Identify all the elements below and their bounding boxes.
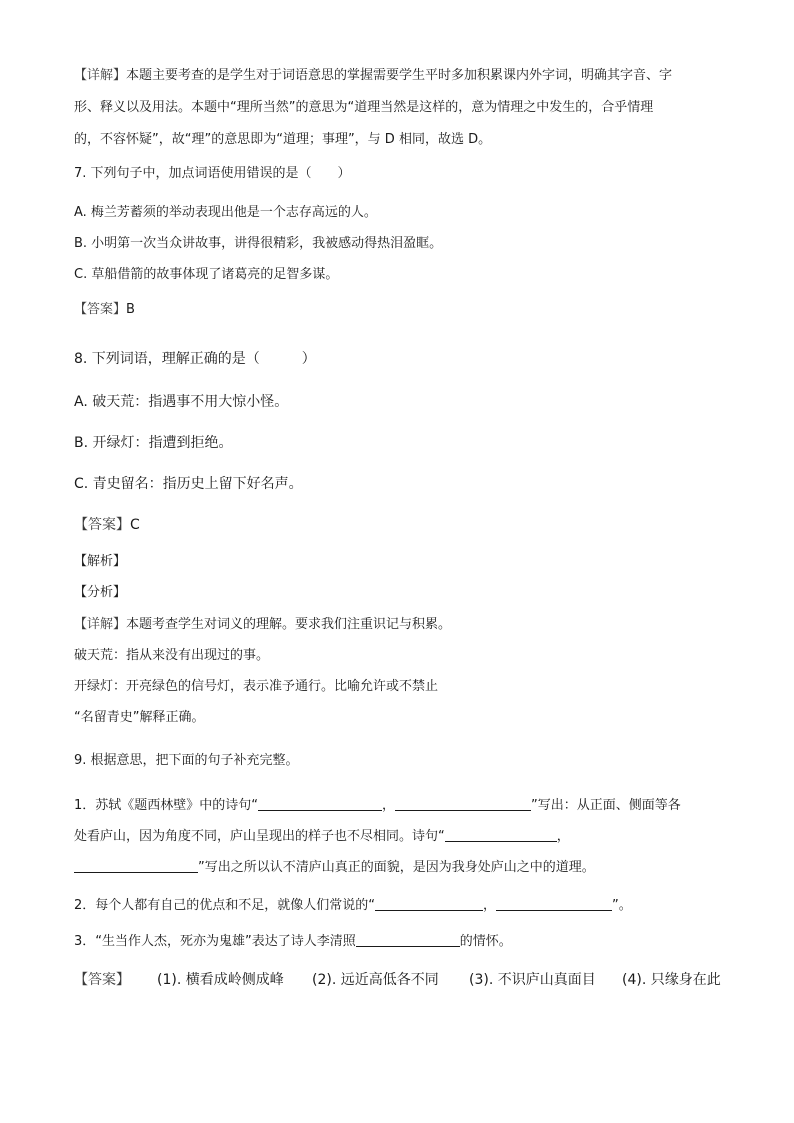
q9-item-1-text-d: 处看庐山，因为角度不同，庐山呈现出的样子也不尽相同。诗句“ [74, 829, 445, 844]
detail-text: 本题考查学生对词义的理解。要求我们注重识记与积累。 [126, 617, 452, 632]
fill-blank[interactable] [356, 932, 460, 947]
answer-2: (2). 远近高低各不同 [312, 972, 439, 988]
q8-line-1: 破天荒：指从来没有出现过的事。 [74, 648, 270, 663]
detail-tag: 【详解】 [74, 617, 127, 632]
answer-1: (1). 横看成岭侧成峰 [157, 972, 284, 988]
q9-item-1-line-2 [74, 827, 570, 847]
q9-item-3-text-a: 3．“生当作人杰，死亦为鬼雄”表达了诗人李清照 [74, 934, 356, 949]
q8-option-b: B. 开绿灯：指遭到拒绝。 [74, 435, 233, 451]
q7-answer [74, 300, 135, 320]
q7-question: 7. 下列句子中，加点词语使用错误的是（ ） [74, 166, 351, 181]
q7-option-a: A. 梅兰芳蓄须的举动表现出他是一个志存高远的人。 [74, 205, 377, 220]
fill-blank[interactable] [395, 796, 531, 811]
q9-item-1-line-3 [74, 858, 595, 878]
q9-item-1-text-a: 1．苏轼《题西林壁》中的诗句“ [74, 798, 259, 813]
detail-line-3: 的，不容怀疑”，故“理”的意思即为“道理；事理”，与 D 相同，故选 D。 [74, 132, 492, 147]
q9-item-1-line-1 [74, 796, 681, 816]
answer-value: C [130, 517, 140, 533]
q9-item-1-text-c: ”写出：从正面、侧面等各 [531, 798, 681, 813]
answer-tag: 【答案】 [74, 517, 130, 533]
q8-option-c: C. 青史留名：指历史上留下好名声。 [74, 476, 303, 492]
q7-option-b: B. 小明第一次当众讲故事，讲得很精彩，我被感动得热泪盈眶。 [74, 236, 443, 251]
q8-question: 8. 下列词语，理解正确的是（ ） [74, 351, 316, 367]
q8-line-2: 开绿灯：开亮绿色的信号灯，表示准予通行。比喻允许或不禁止 [74, 679, 439, 694]
q8-answer [74, 515, 140, 535]
fill-blank[interactable] [496, 896, 612, 911]
q9-item-2-text-c: ”。 [612, 898, 632, 913]
q9-item-2-text-b: ， [483, 898, 497, 913]
q9-item-3-text-b: 的情怀。 [459, 934, 512, 949]
answer-4: (4). 只缘身在此 [622, 972, 721, 988]
answer-value: B [126, 302, 135, 317]
fill-blank[interactable] [258, 796, 382, 811]
q9-item-2 [74, 896, 632, 916]
fill-blank[interactable] [74, 858, 198, 873]
detail-text-1: 本题主要考查的是学生对于词语意思的掌握需要学生平时多加积累课内外字词，明确其字音、字 [126, 68, 673, 83]
q9-question: 9. 根据意思，把下面的句子补充完整。 [74, 753, 299, 768]
analysis-tag: 【解析】 [74, 554, 127, 569]
answer-tag: 【答案】 [74, 302, 127, 317]
detail-tag: 【详解】 [74, 68, 127, 83]
q8-line-3: “名留青史”解释正确。 [74, 710, 205, 725]
q9-item-1-text-b: ， [382, 798, 396, 813]
q8-option-a: A. 破天荒：指遇事不用大惊小怪。 [74, 394, 289, 410]
answer-tag: 【答案】 [74, 972, 130, 988]
q9-item-2-text-a: 2．每个人都有自己的优点和不足，就像人们常说的“ [74, 898, 376, 913]
q9-item-1-text-e: ， [556, 829, 570, 844]
q7-option-c: C. 草船借箭的故事体现了诸葛亮的足智多谋。 [74, 267, 339, 282]
fenxi-tag: 【分析】 [74, 585, 127, 600]
q9-item-3 [74, 932, 512, 952]
q9-item-1-text-f: ”写出之所以认不清庐山真正的面貌，是因为我身处庐山之中的道理。 [198, 860, 595, 875]
detail-line-2: 形、释义以及用法。本题中“理所当然”的意思为“道理当然是这样的，意为情理之中发生的，合乎情理 [74, 100, 654, 115]
fill-blank[interactable] [375, 896, 483, 911]
q8-detail [74, 615, 451, 635]
detail-line-1 [74, 66, 672, 86]
answer-3: (3). 不识庐山真面目 [469, 972, 596, 988]
fill-blank[interactable] [445, 827, 557, 842]
